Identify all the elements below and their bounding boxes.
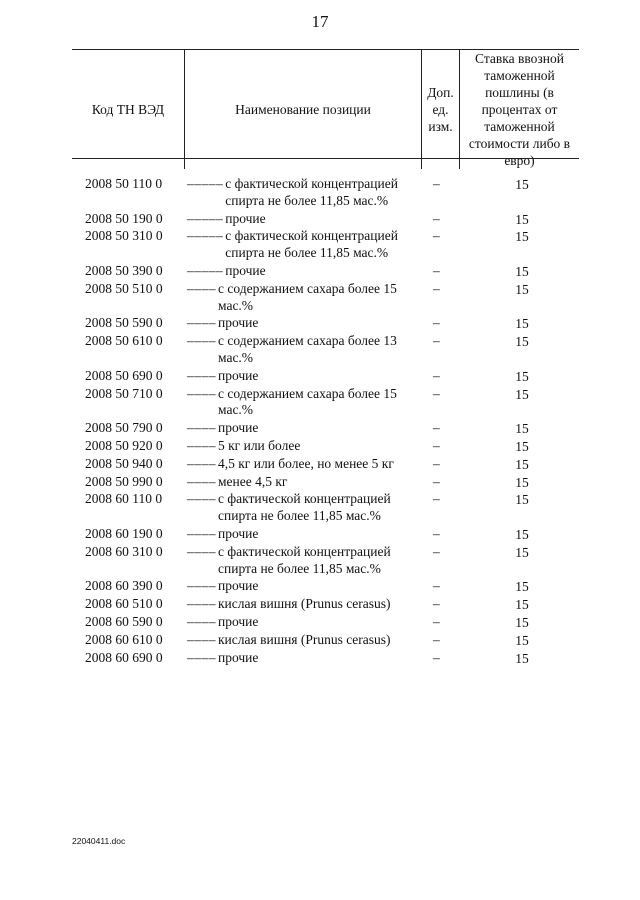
row-description [187, 333, 411, 367]
table-header [72, 49, 579, 168]
row-unit: – [433, 367, 440, 383]
row-description [187, 281, 411, 315]
row-description [187, 650, 411, 667]
table-row [0, 632, 640, 649]
row-unit: – [433, 578, 440, 594]
row-rate: 15 [515, 368, 529, 384]
row-unit: – [433, 649, 440, 665]
row-unit: – [433, 315, 440, 331]
row-code: 2008 50 590 0 [85, 315, 163, 331]
row-code: 2008 60 690 0 [85, 649, 163, 665]
row-code: 2008 60 110 0 [85, 491, 163, 507]
row-rate: 15 [515, 211, 529, 227]
row-dashes: –––– [187, 280, 216, 296]
table-row [0, 578, 640, 595]
row-dashes: –––– [187, 596, 216, 612]
row-code: 2008 60 390 0 [85, 578, 163, 594]
row-description-text: прочие [225, 210, 266, 226]
row-dashes: –––– [187, 543, 216, 559]
row-rate: 15 [515, 526, 529, 542]
table-row [0, 315, 640, 332]
row-unit: – [433, 596, 440, 612]
table-row [0, 544, 640, 578]
row-description-text: прочие [218, 578, 259, 594]
row-dashes: ––––– [187, 228, 224, 244]
row-unit: – [433, 631, 440, 647]
row-unit: – [433, 280, 440, 296]
row-description [187, 420, 411, 437]
row-code: 2008 50 190 0 [85, 210, 163, 226]
row-rate: 15 [515, 474, 529, 490]
row-rate: 15 [515, 281, 529, 297]
table-row [0, 474, 640, 491]
row-code: 2008 50 710 0 [85, 385, 163, 401]
row-code: 2008 50 790 0 [85, 420, 163, 436]
row-rate: 15 [515, 263, 529, 279]
row-unit: – [433, 437, 440, 453]
row-unit: – [433, 613, 440, 629]
row-description [187, 526, 411, 543]
row-rate: 15 [515, 421, 529, 437]
table-row [0, 263, 640, 280]
table-row [0, 228, 640, 262]
page-number: 17 [311, 12, 329, 31]
row-dashes: –––– [187, 578, 216, 594]
tariff-table-body [0, 176, 640, 667]
row-rate: 15 [515, 614, 529, 630]
row-description [187, 578, 411, 595]
table-row [0, 368, 640, 385]
row-dashes: –––– [187, 491, 216, 507]
row-unit: – [433, 455, 440, 471]
row-unit: – [433, 262, 440, 278]
row-description [187, 614, 411, 631]
table-row [0, 386, 640, 420]
row-description [187, 263, 411, 280]
row-description-text: прочие [218, 420, 259, 436]
row-rate: 15 [515, 334, 529, 350]
row-code: 2008 60 510 0 [85, 596, 163, 612]
row-code: 2008 50 510 0 [85, 280, 163, 296]
row-unit: – [433, 385, 440, 401]
row-description [187, 438, 411, 455]
row-description-text: с фактической концентрацией спирта не более 11,85 мас.% [218, 543, 391, 576]
row-description [187, 456, 411, 473]
row-dashes: ––––– [187, 176, 224, 191]
table-row [0, 176, 640, 210]
row-code: 2008 60 610 0 [85, 631, 163, 647]
row-dashes: –––– [187, 315, 216, 331]
row-description [187, 211, 411, 228]
row-unit: – [433, 176, 440, 191]
row-code: 2008 50 990 0 [85, 473, 163, 489]
row-rate: 15 [515, 492, 529, 508]
table-row [0, 526, 640, 543]
row-description-text: прочие [218, 315, 259, 331]
row-code: 2008 60 310 0 [85, 543, 163, 559]
row-rate: 15 [515, 316, 529, 332]
row-dashes: –––– [187, 367, 216, 383]
table-row [0, 333, 640, 367]
row-dashes: –––– [187, 420, 216, 436]
row-dashes: –––– [187, 649, 216, 665]
row-description-text: кислая вишня (Prunus cerasus) [218, 631, 391, 647]
row-description-text: 5 кг или более [218, 437, 301, 453]
table-row [0, 456, 640, 473]
row-description-text: прочие [218, 649, 259, 665]
row-description-text: прочие [225, 262, 266, 278]
row-rate: 15 [515, 579, 529, 595]
row-unit: – [433, 491, 440, 507]
row-dashes: –––– [187, 613, 216, 629]
row-description [187, 632, 411, 649]
row-dashes: –––– [187, 333, 216, 349]
row-description-text: менее 4,5 кг [218, 473, 288, 489]
row-unit: – [433, 420, 440, 436]
row-description [187, 176, 411, 210]
row-code: 2008 60 590 0 [85, 613, 163, 629]
row-rate: 15 [515, 177, 529, 192]
row-description-text: прочие [218, 367, 259, 383]
row-unit: – [433, 473, 440, 489]
row-code: 2008 50 610 0 [85, 333, 163, 349]
row-rate: 15 [515, 386, 529, 402]
row-rate: 15 [515, 650, 529, 666]
row-code: 2008 50 690 0 [85, 367, 163, 383]
row-description [187, 368, 411, 385]
row-unit: – [433, 543, 440, 559]
row-dashes: ––––– [187, 262, 224, 278]
row-unit: – [433, 228, 440, 244]
row-code: 2008 60 190 0 [85, 525, 163, 541]
row-description-text: кислая вишня (Prunus cerasus) [218, 596, 391, 612]
row-unit: – [433, 210, 440, 226]
table-row [0, 614, 640, 631]
table-row [0, 281, 640, 315]
row-dashes: ––––– [187, 210, 224, 226]
row-description-text: с содержанием сахара более 13 мас.% [218, 333, 397, 365]
row-description [187, 491, 411, 525]
row-dashes: –––– [187, 385, 216, 401]
row-unit: – [433, 525, 440, 541]
row-rate: 15 [515, 632, 529, 648]
row-description-text: с содержанием сахара более 15 мас.% [218, 280, 397, 313]
row-code: 2008 50 310 0 [85, 228, 163, 244]
row-code: 2008 50 110 0 [85, 176, 163, 191]
table-row [0, 596, 640, 613]
row-description [187, 474, 411, 491]
row-description-text: с содержанием сахара более 15 мас.% [218, 385, 397, 418]
row-rate: 15 [515, 597, 529, 613]
row-dashes: –––– [187, 455, 216, 471]
row-unit: – [433, 333, 440, 349]
row-rate: 15 [515, 438, 529, 454]
row-description [187, 228, 411, 262]
table-row [0, 650, 640, 667]
row-rate: 15 [515, 456, 529, 472]
table-row [0, 211, 640, 228]
header-name: Наименование позиции [184, 50, 421, 169]
row-code: 2008 50 920 0 [85, 437, 163, 453]
row-dashes: –––– [187, 473, 216, 489]
table-row [0, 491, 640, 525]
file-name: 22040411.doc [72, 836, 126, 846]
row-rate: 15 [515, 544, 529, 560]
row-description-text: с фактической концентрацией спирта не более 11,85 мас.% [225, 228, 398, 261]
row-description [187, 315, 411, 332]
row-code: 2008 50 390 0 [85, 262, 163, 278]
table-row [0, 438, 640, 455]
row-description [187, 386, 411, 420]
row-description-text: с фактической концентрацией спирта не более 11,85 мас.% [225, 176, 398, 208]
row-description-text: прочие [218, 613, 259, 629]
row-rate: 15 [515, 229, 529, 245]
row-dashes: –––– [187, 525, 216, 541]
row-description [187, 544, 411, 578]
header-unit: Доп. ед. изм. [421, 50, 459, 169]
row-description-text: прочие [218, 525, 259, 541]
row-description [187, 596, 411, 613]
row-dashes: –––– [187, 437, 216, 453]
row-description-text: 4,5 кг или более, но менее 5 кг [218, 455, 394, 471]
header-rate: Ставка ввозной таможенной пошлины (в процентах от таможенной стоимости либо в евро) [459, 50, 579, 169]
header-code: Код ТН ВЭД [91, 102, 165, 117]
table-row [0, 420, 640, 437]
row-dashes: –––– [187, 631, 216, 647]
row-code: 2008 50 940 0 [85, 455, 163, 471]
row-description-text: с фактической концентрацией спирта не более 11,85 мас.% [218, 491, 391, 524]
